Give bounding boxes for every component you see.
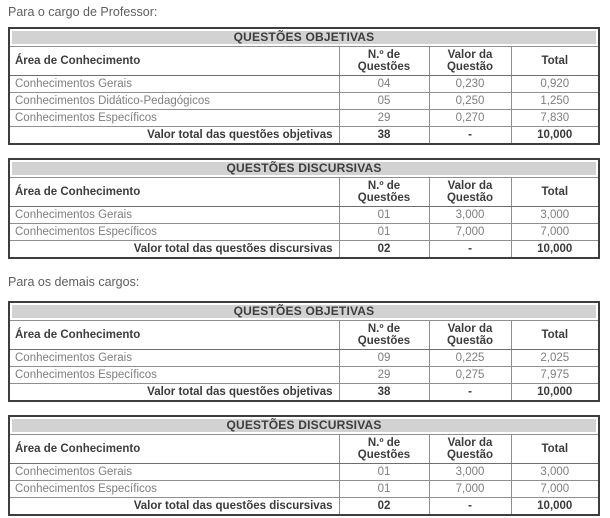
col-header-value [429,47,511,76]
objective-questions-table-demais [8,301,600,402]
cell-questions: 05 [339,93,429,110]
table-row [9,224,599,241]
table-header-row [9,321,599,350]
col-header-value-line1: Valor da [447,323,493,335]
table-row [9,76,599,93]
cell-area: Conhecimentos Didático-Pedagógicos [9,93,339,110]
cell-value: 0,275 [429,367,511,384]
col-header-questions-line1: N.º de [367,49,401,61]
col-header-questions-line1: N.º de [367,323,401,335]
discursive-questions-table-professor [8,158,600,259]
col-header-questions [339,435,429,464]
cell-questions: 04 [339,76,429,93]
table-title: QUESTÕES OBJETIVAS [12,31,596,44]
col-header-questions-line1: N.º de [367,180,401,192]
table-row [9,350,599,367]
table-total-row [9,498,599,516]
table-header-row [9,47,599,76]
col-header-value [429,435,511,464]
col-header-value-line1: Valor da [447,437,493,449]
col-header-questions-line1: N.º de [367,437,401,449]
table-header-row [9,178,599,207]
cell-total: 2,025 [511,350,599,367]
total-value: - [429,498,511,516]
col-header-total: Total [511,321,599,350]
cell-value: 0,225 [429,350,511,367]
col-header-questions-line2: Questões [357,335,411,347]
cell-questions: 09 [339,350,429,367]
cell-questions: 01 [339,481,429,498]
cell-area: Conhecimentos Gerais [9,464,339,481]
cell-questions: 01 [339,224,429,241]
col-header-total: Total [511,178,599,207]
table-row [9,481,599,498]
total-questions: 38 [339,384,429,402]
table-title-cell [9,159,599,178]
total-value: - [429,127,511,145]
cell-value: 7,000 [429,481,511,498]
table-title-cell [9,302,599,321]
cell-area: Conhecimentos Gerais [9,350,339,367]
total-questions: 38 [339,127,429,145]
table-title-row [9,159,599,178]
cell-area: Conhecimentos Gerais [9,76,339,93]
col-header-value [429,178,511,207]
cell-total: 1,250 [511,93,599,110]
total-label: Valor total das questões discursivas [9,498,339,516]
col-header-value-line2: Questão [446,449,493,461]
objective-questions-table-professor [8,27,600,145]
col-header-value-line1: Valor da [447,49,493,61]
cell-area: Conhecimentos Gerais [9,207,339,224]
cell-total: 7,975 [511,367,599,384]
cell-total: 7,830 [511,110,599,127]
table-title-row [9,302,599,321]
col-header-value-line2: Questão [446,192,493,204]
cell-area: Conhecimentos Específicos [9,367,339,384]
total-label: Valor total das questões objetivas [9,127,339,145]
cell-total: 0,920 [511,76,599,93]
col-header-questions [339,321,429,350]
col-header-area: Área de Conhecimento [9,321,339,350]
table-total-row [9,241,599,259]
cell-value: 3,000 [429,207,511,224]
cell-value: 0,270 [429,110,511,127]
col-header-value-line2: Questão [446,335,493,347]
cell-questions: 29 [339,367,429,384]
intro-demais-text: Para os demais cargos: [8,275,140,289]
table-row [9,93,599,110]
total-label: Valor total das questões objetivas [9,384,339,402]
total-questions: 02 [339,498,429,516]
col-header-area: Área de Conhecimento [9,47,339,76]
table-title-row [9,28,599,47]
cell-questions: 01 [339,464,429,481]
table-title: QUESTÕES DISCURSIVAS [12,419,596,432]
total-questions: 02 [339,241,429,259]
col-header-area: Área de Conhecimento [9,178,339,207]
cell-total: 3,000 [511,207,599,224]
cell-total: 7,000 [511,224,599,241]
discursive-questions-table-demais [8,415,600,516]
col-header-total: Total [511,47,599,76]
table-row [9,110,599,127]
col-header-area: Área de Conhecimento [9,435,339,464]
total-label: Valor total das questões discursivas [9,241,339,259]
cell-value: 3,000 [429,464,511,481]
table-row [9,207,599,224]
table-row [9,464,599,481]
col-header-questions [339,178,429,207]
total-amount: 10,000 [511,384,599,402]
table-title-row [9,416,599,435]
table-title: QUESTÕES OBJETIVAS [12,305,596,318]
col-header-questions [339,47,429,76]
cell-area: Conhecimentos Específicos [9,481,339,498]
table-title-cell [9,416,599,435]
total-amount: 10,000 [511,241,599,259]
col-header-value-line2: Questão [446,61,493,73]
total-value: - [429,241,511,259]
intro-professor-text: Para o cargo de Professor: [8,5,158,19]
col-header-value-line1: Valor da [447,180,493,192]
col-header-questions-line2: Questões [357,192,411,204]
cell-total: 3,000 [511,464,599,481]
col-header-total: Total [511,435,599,464]
table-total-row [9,384,599,402]
total-value: - [429,384,511,402]
cell-value: 0,230 [429,76,511,93]
cell-area: Conhecimentos Específicos [9,224,339,241]
table-row [9,367,599,384]
col-header-value [429,321,511,350]
cell-value: 0,250 [429,93,511,110]
table-header-row [9,435,599,464]
table-title-cell [9,28,599,47]
cell-area: Conhecimentos Específicos [9,110,339,127]
col-header-questions-line2: Questões [357,449,411,461]
col-header-questions-line2: Questões [357,61,411,73]
cell-questions: 01 [339,207,429,224]
table-total-row [9,127,599,145]
cell-total: 7,000 [511,481,599,498]
total-amount: 10,000 [511,498,599,516]
table-title: QUESTÕES DISCURSIVAS [12,162,596,175]
cell-value: 7,000 [429,224,511,241]
cell-questions: 29 [339,110,429,127]
total-amount: 10,000 [511,127,599,145]
